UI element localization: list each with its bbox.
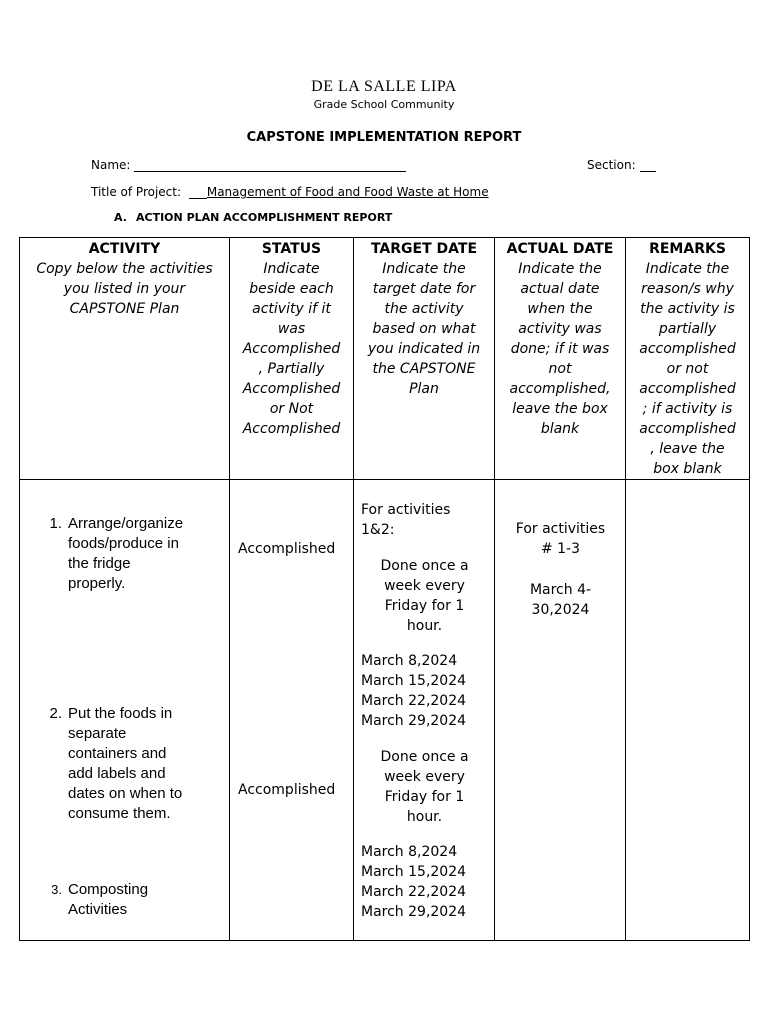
activity-line: properly.	[68, 575, 126, 592]
remarks-cell	[626, 480, 750, 941]
name-blank-line	[134, 159, 406, 172]
target-intro	[361, 500, 450, 540]
desc-line: target date for	[372, 281, 476, 297]
actual-date-range	[495, 580, 626, 620]
desc-line: done; if it was	[510, 341, 610, 357]
desc-line: , Partially	[258, 361, 325, 377]
actual-line: 30,2024	[531, 602, 590, 618]
desc-line: Accomplished	[242, 421, 341, 437]
desc-line: was	[277, 321, 306, 337]
desc-line: the activity is	[640, 301, 735, 317]
column-title: TARGET DATE	[370, 241, 478, 257]
desc-line: activity if it	[252, 301, 331, 317]
desc-line: accomplished,	[509, 381, 611, 397]
desc-line: or Not	[269, 401, 314, 417]
section-blank-line	[640, 159, 656, 172]
target-dates	[361, 651, 466, 731]
header-activity	[20, 238, 230, 480]
desc-line: Indicate the	[382, 261, 466, 277]
school-name: DE LA SALLE LIPA	[311, 78, 457, 95]
target-line: hour.	[406, 809, 443, 825]
desc-line: blank	[540, 421, 580, 437]
target-date: March 22,2024	[361, 693, 467, 709]
header-target-date	[354, 238, 495, 480]
desc-line: you indicated in	[367, 341, 481, 357]
activity-item	[40, 514, 183, 594]
activity-number: 1.	[49, 515, 62, 532]
desc-line: Indicate the	[518, 261, 602, 277]
section-a-title: ACTION PLAN ACCOMPLISHMENT REPORT	[136, 211, 393, 224]
desc-line: Indicate	[263, 261, 320, 277]
section-a-letter: A.	[114, 211, 127, 224]
actual-date-cell	[495, 480, 626, 941]
activity-line: Arrange/organize	[68, 515, 184, 532]
target-line: Done once a	[380, 558, 469, 574]
status-value: Accomplished	[238, 782, 336, 798]
activity-line: add labels and	[68, 765, 166, 782]
desc-line: Accomplished	[242, 341, 341, 357]
target-dates	[361, 842, 466, 922]
project-underline-pad	[189, 187, 207, 199]
column-desc	[354, 259, 494, 399]
activity-cell	[20, 480, 230, 941]
desc-line: accomplished	[639, 341, 736, 357]
activity-line: the fridge	[68, 555, 131, 572]
desc-line: accomplished	[639, 381, 736, 397]
section-label: Section:	[587, 158, 636, 172]
column-title: ACTIVITY	[88, 241, 161, 257]
desc-line: you listed in your	[63, 281, 186, 297]
section-field	[587, 158, 656, 172]
desc-line: partially	[658, 321, 717, 337]
status-value: Accomplished	[238, 541, 336, 557]
target-line: hour.	[406, 618, 443, 634]
desc-line: leave the box	[512, 401, 608, 417]
column-title: STATUS	[261, 241, 322, 257]
activity-line: dates on when to	[68, 785, 183, 802]
desc-line: based on what	[372, 321, 476, 337]
target-line: 1&2:	[361, 522, 395, 538]
actual-line: March 4-	[529, 582, 592, 598]
column-title: REMARKS	[649, 241, 726, 257]
activity-item	[40, 704, 182, 824]
desc-line: the CAPSTONE	[372, 361, 476, 377]
desc-line: not	[548, 361, 572, 377]
desc-line: Copy below the activities	[36, 261, 213, 277]
target-line: week every	[384, 769, 465, 785]
column-desc	[230, 259, 353, 439]
activity-line: Put the foods in	[68, 705, 173, 722]
actual-note	[495, 519, 626, 559]
column-desc	[495, 259, 625, 439]
target-schedule	[354, 556, 495, 636]
target-date-cell	[354, 480, 495, 941]
target-line: Done once a	[380, 749, 469, 765]
activity-line: consume them.	[68, 805, 171, 822]
target-date: March 29,2024	[361, 904, 467, 920]
header-remarks	[626, 238, 750, 480]
name-label: Name:	[91, 158, 131, 172]
activity-line: foods/produce in	[68, 535, 179, 552]
school-community: Grade School Community	[313, 98, 455, 111]
activity-line: separate	[68, 725, 127, 742]
activity-line: Activities	[68, 901, 128, 918]
target-date: March 15,2024	[361, 864, 467, 880]
actual-line: # 1-3	[540, 541, 581, 557]
target-line: For activities	[361, 502, 451, 518]
project-title-field	[91, 185, 489, 199]
desc-line: or not	[666, 361, 709, 377]
target-date: March 8,2024	[361, 844, 458, 860]
activity-line: Composting	[68, 881, 149, 898]
action-plan-table	[19, 237, 750, 941]
desc-line: CAPSTONE Plan	[69, 301, 180, 317]
desc-line: when the	[527, 301, 593, 317]
desc-line: reason/s why	[641, 281, 734, 297]
activity-number: 2.	[49, 705, 62, 722]
report-title: CAPSTONE IMPLEMENTATION REPORT	[246, 130, 522, 145]
desc-line: beside each	[249, 281, 334, 297]
header-actual-date	[495, 238, 626, 480]
project-label: Title of Project:	[91, 185, 182, 199]
section-a-heading	[114, 211, 392, 224]
desc-line: activity was	[518, 321, 602, 337]
desc-line: , leave the	[650, 441, 725, 457]
desc-line: the activity	[384, 301, 464, 317]
target-schedule	[354, 747, 495, 827]
header-status	[230, 238, 354, 480]
desc-line: Accomplished	[242, 381, 341, 397]
desc-line: ; if activity is	[642, 401, 733, 417]
name-field	[91, 158, 406, 172]
column-desc	[20, 259, 229, 319]
target-date: March 29,2024	[361, 713, 467, 729]
actual-line: For activities	[515, 521, 606, 537]
desc-line: Indicate the	[645, 261, 730, 277]
target-line: Friday for 1	[384, 598, 465, 614]
target-line: Friday for 1	[384, 789, 465, 805]
activity-number: 3.	[51, 882, 62, 897]
desc-line: Plan	[409, 381, 439, 397]
project-value: Management of Food and Food Waste at Home	[206, 185, 489, 199]
target-date: March 15,2024	[361, 673, 467, 689]
target-line: week every	[384, 578, 465, 594]
status-cell	[230, 480, 354, 941]
desc-line: accomplished	[639, 421, 736, 437]
desc-line: box blank	[653, 461, 722, 477]
desc-line: actual date	[520, 281, 600, 297]
activity-line: containers and	[68, 745, 167, 762]
activity-item	[40, 880, 148, 920]
target-date: March 8,2024	[361, 653, 458, 669]
target-date: March 22,2024	[361, 884, 467, 900]
column-desc	[626, 259, 749, 479]
column-title: ACTUAL DATE	[506, 241, 614, 257]
